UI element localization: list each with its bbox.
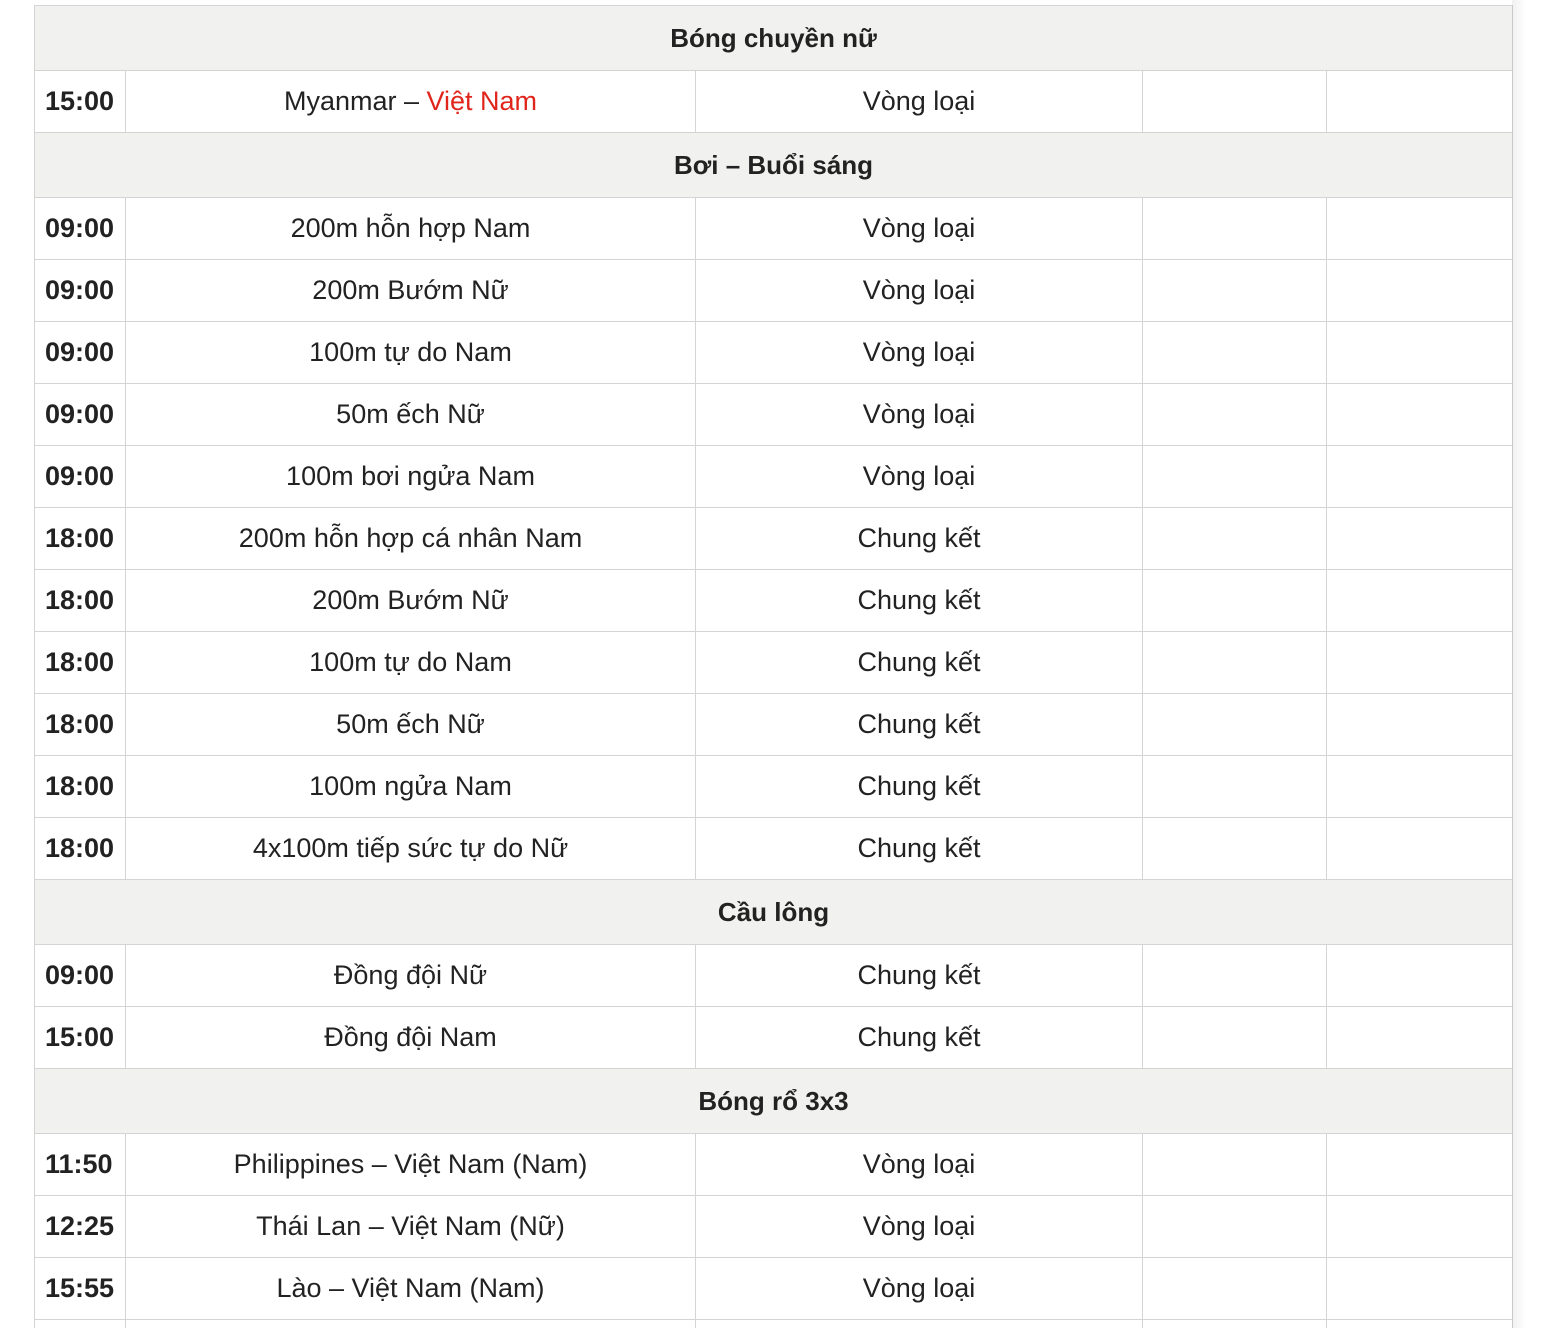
table-row xyxy=(35,322,1513,384)
table-row xyxy=(35,818,1513,880)
time-cell: 18:00 xyxy=(35,756,126,818)
event-cell: 50m ếch Nữ xyxy=(126,694,696,756)
section-header-swimming xyxy=(35,133,1513,198)
stage-cell: Vòng loại xyxy=(696,1134,1143,1196)
table-row xyxy=(35,446,1513,508)
empty-cell xyxy=(1143,71,1327,133)
event-cell: 200m hỗn hợp cá nhân Nam xyxy=(126,508,696,570)
section-title: Bơi – Buổi sáng xyxy=(35,133,1513,198)
stage-cell: Vòng loại xyxy=(696,384,1143,446)
event-cell: Lào – Việt Nam (Nam) xyxy=(126,1258,696,1320)
stage-cell: Vòng loại xyxy=(696,1258,1143,1320)
empty-cell xyxy=(1143,945,1327,1007)
empty-cell xyxy=(1143,1134,1327,1196)
event-cell: Đồng đội Nữ xyxy=(126,945,696,1007)
event-text: Myanmar – xyxy=(283,86,427,116)
empty-cell xyxy=(1327,1320,1513,1328)
table-row xyxy=(35,945,1513,1007)
event-cell: 100m bơi ngửa Nam xyxy=(126,446,696,508)
stage-cell: Chung kết xyxy=(696,818,1143,880)
stage-cell: Vòng loại xyxy=(696,260,1143,322)
time-cell: 12:25 xyxy=(35,1196,126,1258)
empty-cell xyxy=(1143,1196,1327,1258)
empty-cell xyxy=(1327,1196,1513,1258)
event-cell: 50m ếch Nữ xyxy=(126,384,696,446)
time-cell: 15:00 xyxy=(35,71,126,133)
event-cell: Philippines – Việt Nam (Nam) xyxy=(126,1134,696,1196)
time-cell: 15:00 xyxy=(35,1007,126,1069)
section-header-basketball xyxy=(35,1069,1513,1134)
stage-cell: Chung kết xyxy=(696,1007,1143,1069)
empty-cell xyxy=(1327,1007,1513,1069)
empty-cell xyxy=(1327,384,1513,446)
empty-cell xyxy=(1327,322,1513,384)
stage-cell: Chung kết xyxy=(696,570,1143,632)
empty-cell xyxy=(1327,694,1513,756)
empty-cell xyxy=(1143,818,1327,880)
time-cell xyxy=(35,1320,126,1328)
schedule-table-container xyxy=(34,5,1512,1328)
table-row xyxy=(35,1258,1513,1320)
empty-cell xyxy=(1327,756,1513,818)
event-cell: 4x100m tiếp sức tự do Nữ xyxy=(126,818,696,880)
section-header-badminton xyxy=(35,880,1513,945)
empty-cell xyxy=(1143,508,1327,570)
table-row xyxy=(35,1007,1513,1069)
table-row xyxy=(35,71,1513,133)
stage-cell: Chung kết xyxy=(696,756,1143,818)
table-row xyxy=(35,694,1513,756)
empty-cell xyxy=(1143,384,1327,446)
empty-cell xyxy=(1143,260,1327,322)
empty-cell xyxy=(1143,198,1327,260)
stage-cell xyxy=(696,1320,1143,1328)
empty-cell xyxy=(1143,322,1327,384)
event-cell xyxy=(126,1320,696,1328)
schedule-table xyxy=(34,5,1513,1328)
time-cell: 09:00 xyxy=(35,384,126,446)
section-title: Cầu lông xyxy=(35,880,1513,945)
time-cell: 15:55 xyxy=(35,1258,126,1320)
empty-cell xyxy=(1327,818,1513,880)
event-cell: 100m tự do Nam xyxy=(126,632,696,694)
table-row xyxy=(35,1134,1513,1196)
stage-cell: Vòng loại xyxy=(696,71,1143,133)
time-cell: 11:50 xyxy=(35,1134,126,1196)
empty-cell xyxy=(1327,1134,1513,1196)
stage-cell: Chung kết xyxy=(696,945,1143,1007)
event-cell: Thái Lan – Việt Nam (Nữ) xyxy=(126,1196,696,1258)
empty-cell xyxy=(1327,198,1513,260)
table-row xyxy=(35,1196,1513,1258)
table-row xyxy=(35,198,1513,260)
empty-cell xyxy=(1327,446,1513,508)
event-highlight: Việt Nam xyxy=(426,86,538,116)
time-cell: 09:00 xyxy=(35,945,126,1007)
stage-cell: Vòng loại xyxy=(696,322,1143,384)
scroll-shadow xyxy=(1512,0,1526,1328)
empty-cell xyxy=(1327,71,1513,133)
table-row xyxy=(35,756,1513,818)
time-cell: 09:00 xyxy=(35,322,126,384)
table-row xyxy=(35,384,1513,446)
empty-cell xyxy=(1327,508,1513,570)
event-cell: 200m hỗn hợp Nam xyxy=(126,198,696,260)
time-cell: 18:00 xyxy=(35,694,126,756)
event-cell: 100m tự do Nam xyxy=(126,322,696,384)
event-cell: 200m Bướm Nữ xyxy=(126,260,696,322)
empty-cell xyxy=(1327,1258,1513,1320)
section-title: Bóng rổ 3x3 xyxy=(35,1069,1513,1134)
time-cell: 18:00 xyxy=(35,632,126,694)
time-cell: 09:00 xyxy=(35,198,126,260)
empty-cell xyxy=(1327,945,1513,1007)
stage-cell: Vòng loại xyxy=(696,446,1143,508)
stage-cell: Vòng loại xyxy=(696,198,1143,260)
event-cell: 200m Bướm Nữ xyxy=(126,570,696,632)
empty-cell xyxy=(1143,756,1327,818)
table-row xyxy=(35,632,1513,694)
time-cell: 18:00 xyxy=(35,818,126,880)
stage-cell: Chung kết xyxy=(696,694,1143,756)
time-cell: 09:00 xyxy=(35,446,126,508)
empty-cell xyxy=(1143,694,1327,756)
event-cell: 100m ngửa Nam xyxy=(126,756,696,818)
empty-cell xyxy=(1327,570,1513,632)
empty-cell xyxy=(1143,1007,1327,1069)
time-cell: 09:00 xyxy=(35,260,126,322)
stage-cell: Vòng loại xyxy=(696,1196,1143,1258)
empty-cell xyxy=(1143,1258,1327,1320)
event-cell xyxy=(126,71,696,133)
empty-cell xyxy=(1327,632,1513,694)
empty-cell xyxy=(1143,570,1327,632)
table-row xyxy=(35,508,1513,570)
time-cell: 18:00 xyxy=(35,508,126,570)
empty-cell xyxy=(1327,260,1513,322)
table-row xyxy=(35,570,1513,632)
event-cell: Đồng đội Nam xyxy=(126,1007,696,1069)
table-row xyxy=(35,260,1513,322)
empty-cell xyxy=(1143,446,1327,508)
table-row-partial xyxy=(35,1320,1513,1328)
stage-cell: Chung kết xyxy=(696,632,1143,694)
empty-cell xyxy=(1143,632,1327,694)
section-title: Bóng chuyền nữ xyxy=(35,6,1513,71)
empty-cell xyxy=(1143,1320,1327,1328)
time-cell: 18:00 xyxy=(35,570,126,632)
section-header-volleyball xyxy=(35,6,1513,71)
stage-cell: Chung kết xyxy=(696,508,1143,570)
